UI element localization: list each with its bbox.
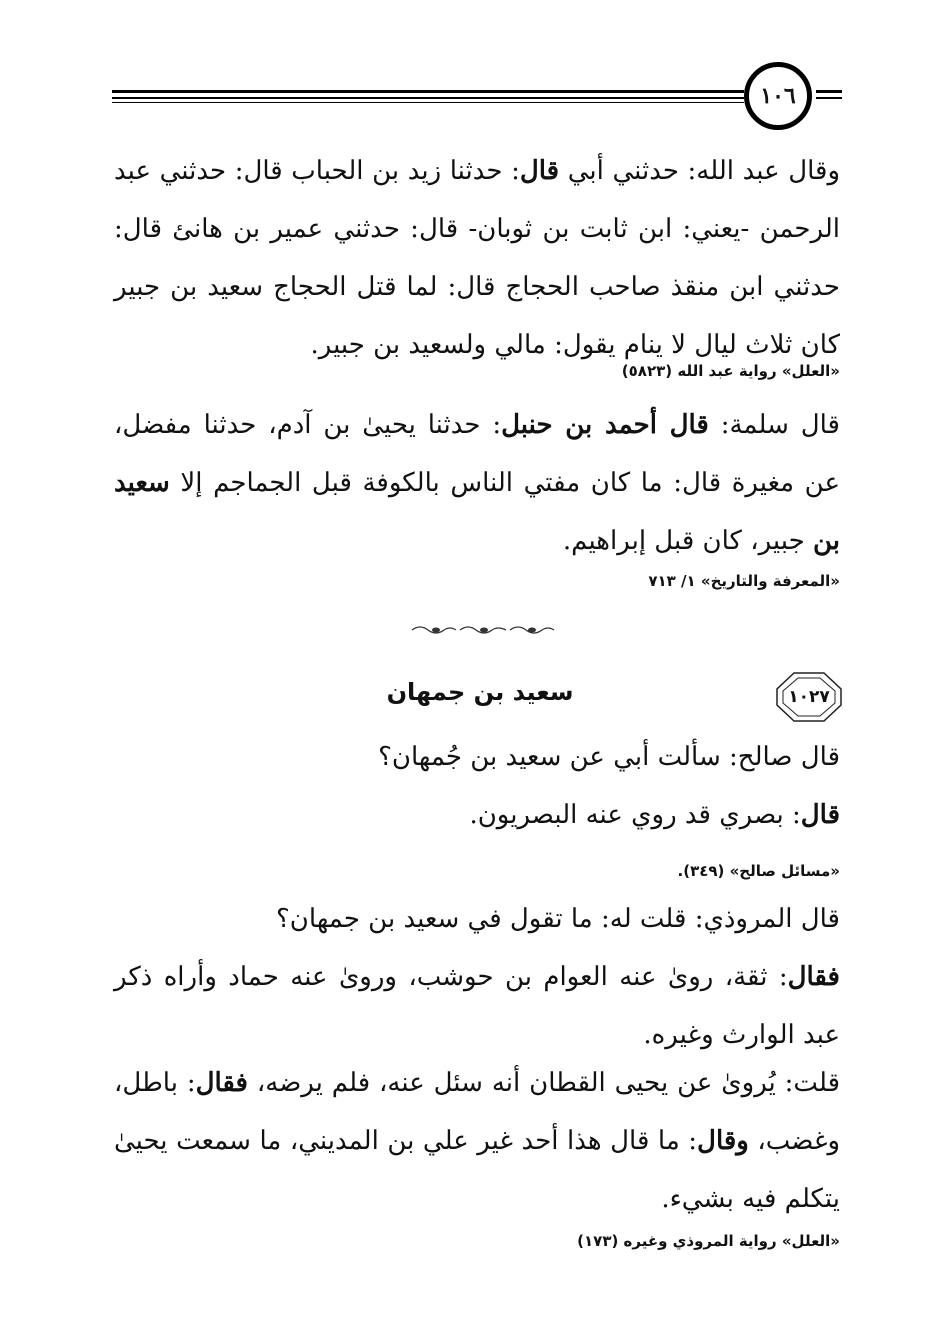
bold-text: قال أحمد بن حنبل xyxy=(501,410,709,440)
entry-number: ١٠٢٧ xyxy=(788,687,830,707)
text: وقال عبد الله: حدثني أبي xyxy=(559,156,840,186)
text: : حدثنا زيد بن الحباب قال: حدثني عبد الرحمن -يعني: ابن ثابت بن ثوبان- قال: حدثني عمير بن هانئ قال: حدثني ابن منقذ صاحب الحجاج قال: لما قتل الحجاج سعيد بن جبير كان ثلاث ليال لا ينام يقول: مالي ولسعيد بن جبير. xyxy=(114,156,840,360)
text: جبير، كان قبل إبراهيم. xyxy=(562,526,813,556)
paragraph xyxy=(114,396,840,570)
page-header xyxy=(112,60,842,130)
header-rule xyxy=(816,90,842,93)
paragraph xyxy=(114,142,840,374)
ornament-divider xyxy=(410,622,556,638)
entry-number-badge xyxy=(774,670,844,724)
citation: «المعرفة والتاريخ» ١/ ٧١٣ xyxy=(648,572,840,590)
page-number: ١٠٦ xyxy=(744,62,812,130)
text: : ثقة، روىٰ عنه العوام بن حوشب، وروىٰ عنه حماد وأراه ذكر عبد الوارث وغيره. xyxy=(114,962,840,1050)
text: : ما قال هذا أحد غير علي بن المديني، ما سمعت يحيىٰ يتكلم فيه بشيء. xyxy=(114,1126,840,1214)
bold-text: فقال xyxy=(195,1068,248,1098)
citation: «العلل» رواية عبد الله (٥٨٢٣) xyxy=(621,362,840,380)
text: : بصري قد روي عنه البصريون. xyxy=(469,800,801,830)
entry-title: سعيد بن جمهان xyxy=(386,678,574,706)
bold-text: وقال xyxy=(697,1126,749,1156)
citation: «العلل» رواية المروذي وغيره (١٧٣) xyxy=(577,1232,840,1250)
header-rule xyxy=(112,90,744,93)
citation: «مسائل صالح» (٣٤٩). xyxy=(677,862,840,880)
paragraph xyxy=(114,948,840,1064)
paragraph: قال صالح: سألت أبي عن سعيد بن جُمهان؟ xyxy=(378,742,840,772)
paragraph xyxy=(114,786,840,844)
paragraph: قال المروذي: قلت له: ما تقول في سعيد بن جمهان؟ xyxy=(276,904,840,934)
bold-text: قال xyxy=(519,156,560,186)
header-rule xyxy=(112,97,744,99)
bold-text: فقال xyxy=(787,962,840,992)
header-rule xyxy=(112,102,744,103)
header-rule xyxy=(816,97,842,99)
text: قلت: يُروىٰ عن يحيى القطان أنه سئل عنه، فلم يرضه، xyxy=(248,1068,840,1098)
text: : حدثنا يحيىٰ بن آدم، حدثنا مفضل، عن مغيرة قال: ما كان مفتي الناس بالكوفة قبل الجماجم إلا xyxy=(114,410,840,498)
bold-text: قال xyxy=(800,800,840,830)
bold-text: سعيد بن xyxy=(114,468,840,556)
paragraph xyxy=(114,1054,840,1228)
text: : باطل، وغضب، xyxy=(114,1068,840,1156)
text: قال سلمة: xyxy=(708,410,840,440)
